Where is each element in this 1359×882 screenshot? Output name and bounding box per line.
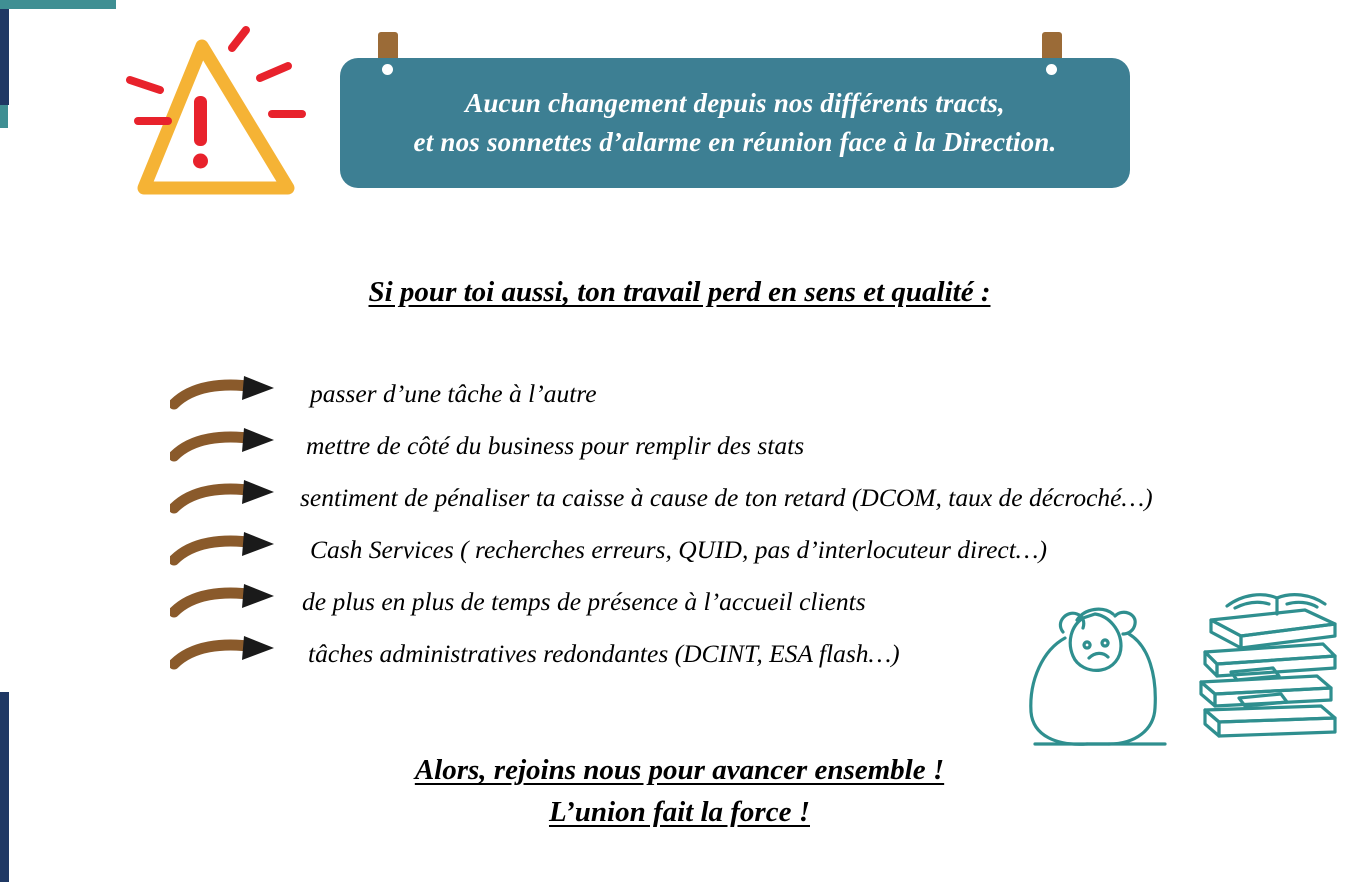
corner-accent-navy-vertical xyxy=(0,9,9,105)
list-item-label: passer d’une tâche à l’autre xyxy=(310,379,597,408)
list-item-label: Cash Services ( recherches erreurs, QUID, pas d’interlocuteur direct…) xyxy=(310,535,1047,564)
screw-right-icon xyxy=(1046,64,1057,75)
banner-line-1: Aucun changement depuis nos différents tracts, xyxy=(465,87,1005,118)
arrow-right-icon xyxy=(170,426,282,466)
arrow-right-icon xyxy=(170,374,282,414)
closing-line-1-text: Alors, rejoins nous pour avancer ensemble ! xyxy=(414,754,945,786)
list-item xyxy=(170,472,1350,524)
list-item xyxy=(170,368,1350,420)
list-item-label: de plus en plus de temps de présence à l’accueil clients xyxy=(302,587,866,616)
arrow-right-icon xyxy=(170,634,282,674)
screw-left-icon xyxy=(382,64,393,75)
banner-line-2: et nos sonnettes d’alarme en réunion face à la Direction. xyxy=(413,127,1057,157)
stressed-person-with-book-stack-illustration xyxy=(1005,580,1350,755)
list-item xyxy=(170,420,1350,472)
list-item-label: tâches administratives redondantes (DCINT, ESA flash…) xyxy=(308,639,900,668)
list-item xyxy=(170,524,1350,576)
banner-sign xyxy=(340,58,1130,188)
arrow-right-icon xyxy=(170,582,282,622)
corner-accent-navy-bottom xyxy=(0,692,9,882)
corner-accent-teal-bar xyxy=(0,0,116,9)
warning-triangle-icon xyxy=(120,18,330,208)
page-title-text: Si pour toi aussi, ton travail perd en sens et qualité : xyxy=(368,276,991,308)
list-item-label: mettre de côté du business pour remplir des stats xyxy=(306,431,805,460)
arrow-right-icon xyxy=(170,478,282,518)
closing-line-2-text: L’union fait la force ! xyxy=(548,796,810,828)
list-item-label: sentiment de pénaliser ta caisse à cause de ton retard (DCOM, taux de décroché…) xyxy=(300,483,1153,512)
arrow-right-icon xyxy=(170,530,282,570)
closing-line-1 xyxy=(0,754,1359,787)
closing-line-2 xyxy=(0,796,1359,829)
page-title xyxy=(0,276,1359,309)
